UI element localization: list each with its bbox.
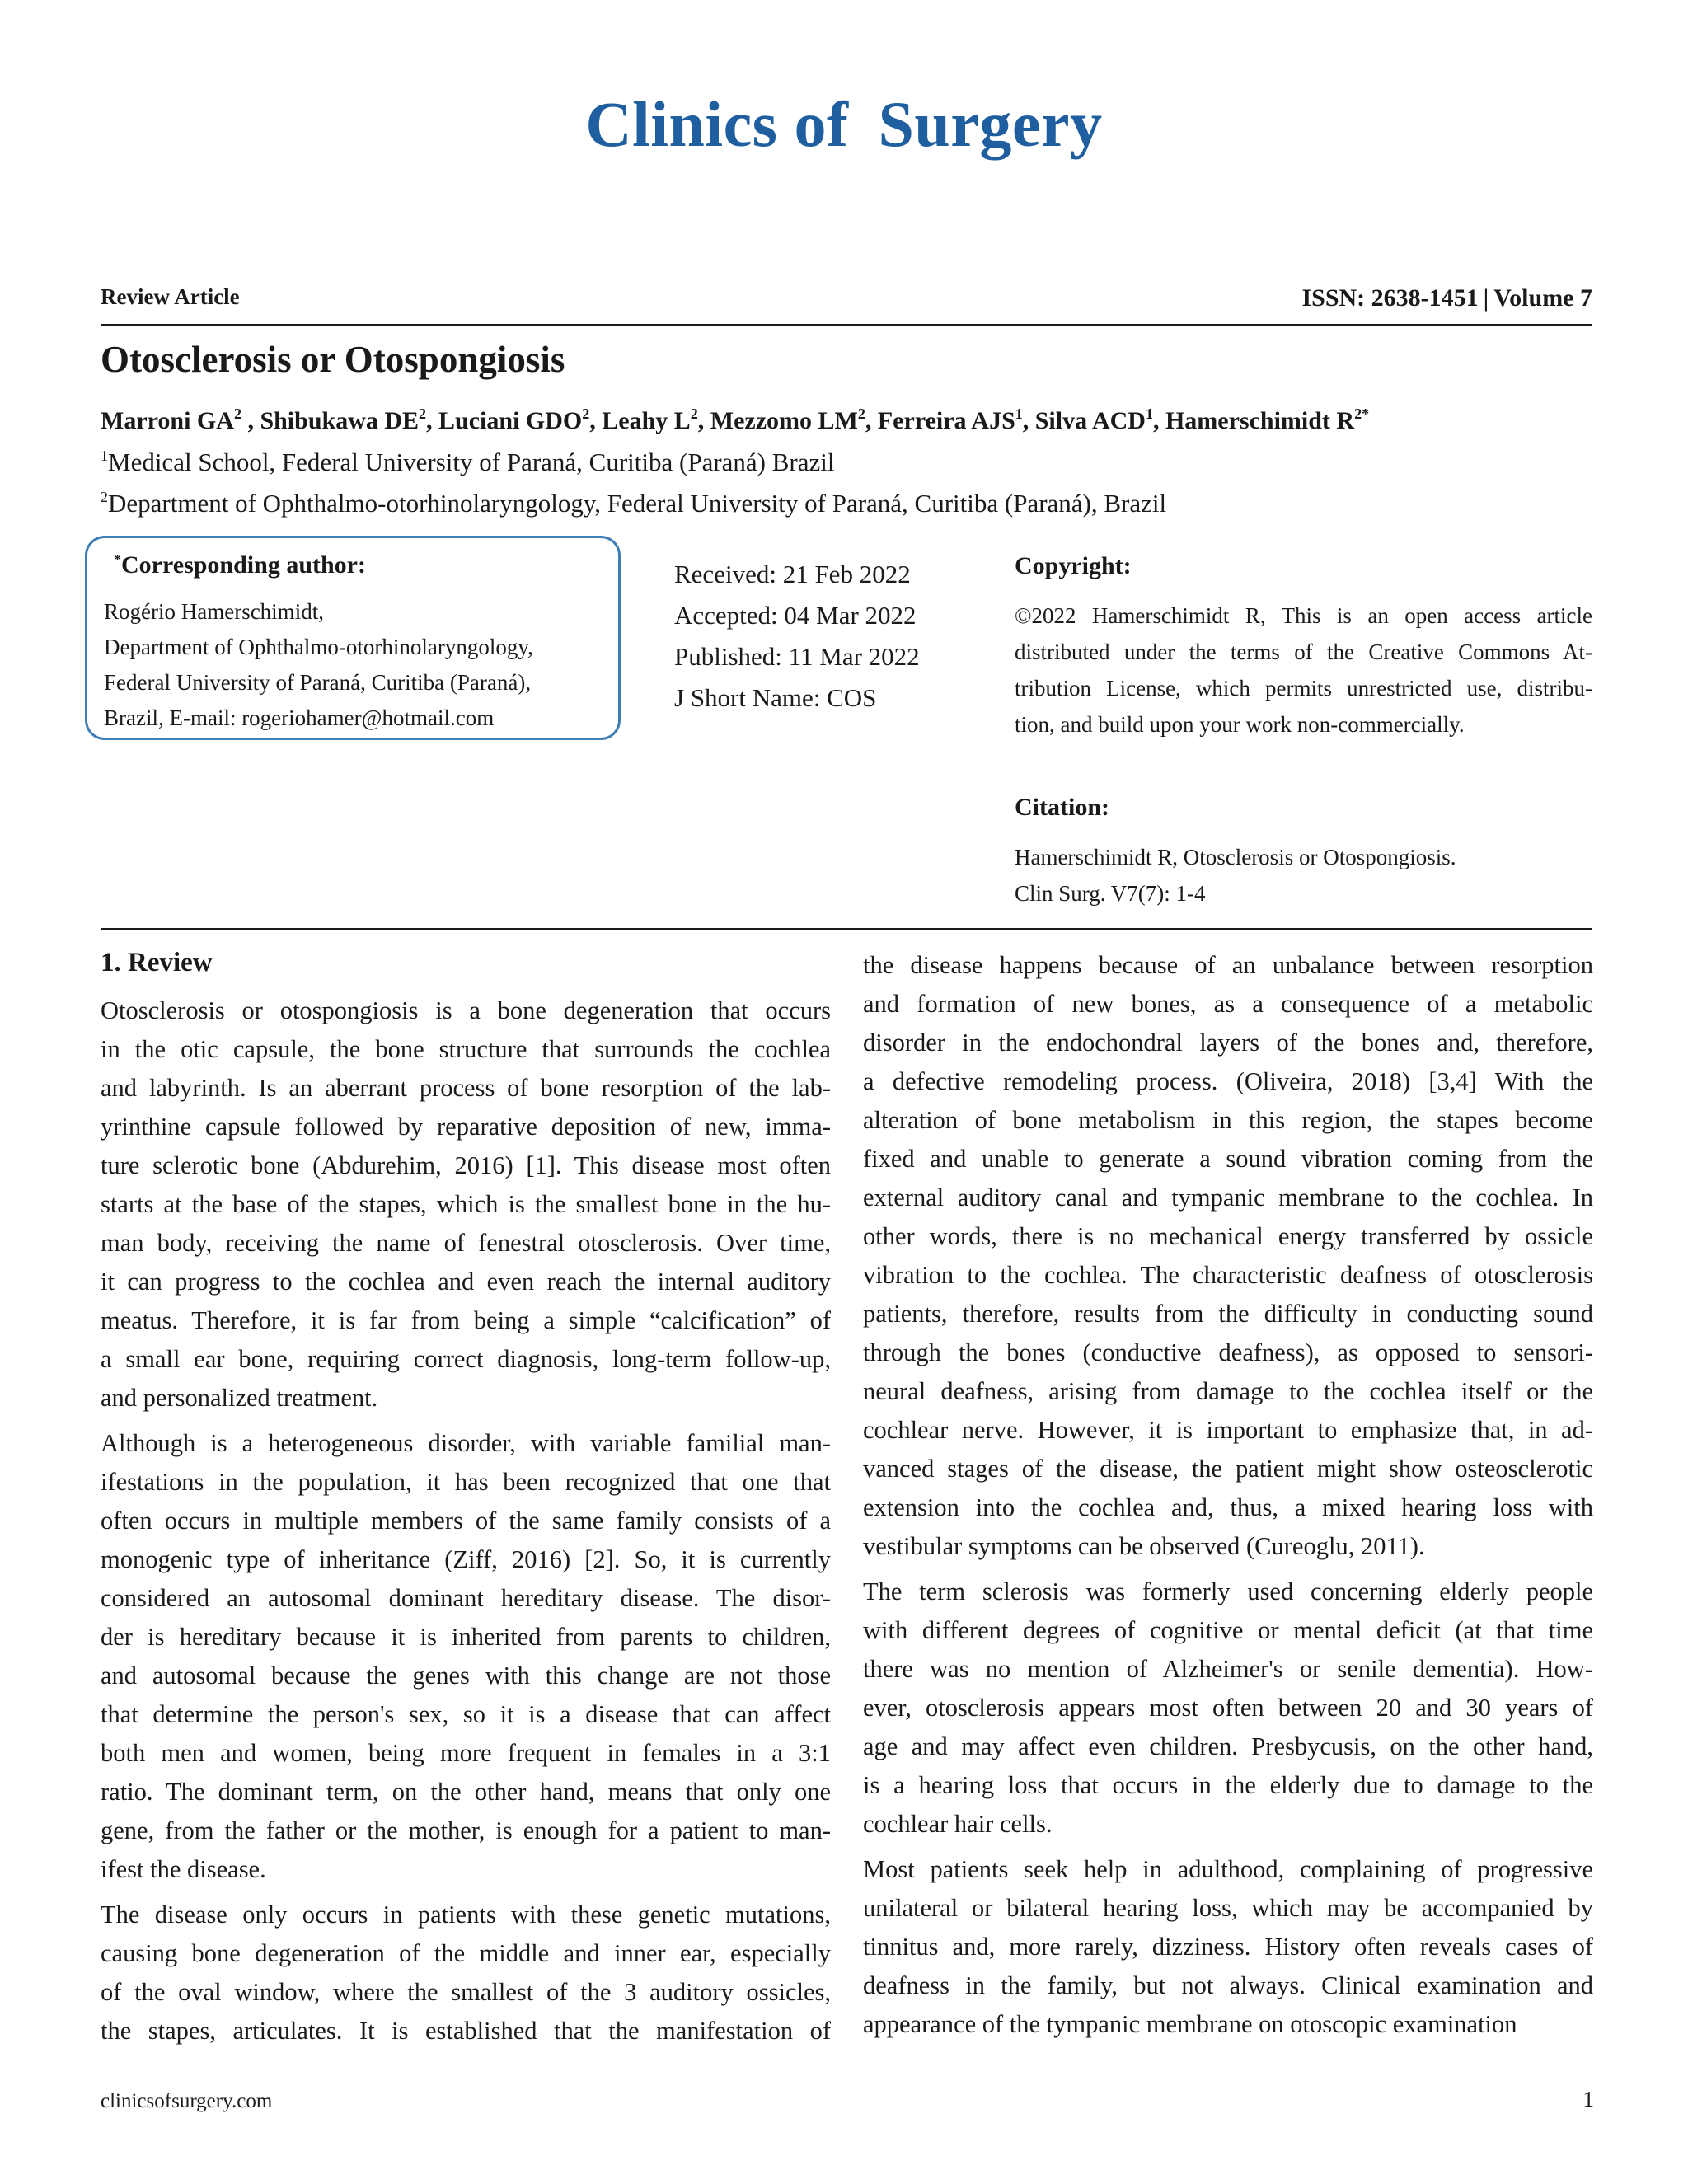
- body-text-line: a defective remodeling process. (Oliveira, 2018) [3,4] With the: [863, 1067, 1593, 1095]
- copyright-line: ©2022 Hamerschimidt R, This is an open access article: [1015, 603, 1592, 628]
- body-text-line: patients, therefore, results from the difficulty in conducting sound: [863, 1300, 1593, 1328]
- body-text-line: tinnitus and, more rarely, dizziness. History often reveals cases of: [863, 1933, 1593, 1961]
- body-text-line: through the bones (conductive deafness), as opposed to sensori-: [863, 1338, 1593, 1366]
- body-text-line: Most patients seek help in adulthood, complaining of progressive: [863, 1855, 1593, 1883]
- author-affiliation-mark: 2: [690, 405, 698, 422]
- copyright-text: [1015, 598, 1592, 743]
- author-affiliation-mark: 2*: [1354, 405, 1370, 422]
- body-text-line: vanced stages of the disease, the patient might show osteosclerotic: [863, 1455, 1593, 1483]
- author-name: Marroni GA: [101, 407, 234, 434]
- author-affiliation-mark: 2: [582, 405, 590, 422]
- article-meta-row: [101, 284, 1592, 317]
- author-list: [101, 407, 1369, 435]
- body-text-line: ifest the disease.: [101, 1855, 266, 1883]
- body-text-line: starts at the base of the stapes, which is the smallest bone in the hu-: [101, 1190, 831, 1218]
- copyright-line: tion, and build upon your work non-commercially.: [1015, 712, 1465, 737]
- author-affiliation-mark: 2: [233, 405, 241, 422]
- body-text-line: der is hereditary because it is inherited from parents to children,: [101, 1623, 831, 1651]
- body-text-line: is a hearing loss that occurs in the elderly due to damage to the: [863, 1771, 1593, 1799]
- body-text-line: meatus. Therefore, it is far from being a simple “calcification” of: [101, 1306, 831, 1334]
- affiliation-mark: 2: [101, 489, 108, 505]
- body-text-line: with different degrees of cognitive or mental deficit (at that time: [863, 1616, 1593, 1644]
- body-text-line: monogenic type of inheritance (Ziff, 2016) [2]. So, it is currently: [101, 1545, 831, 1573]
- corresponding-author-box: [85, 536, 621, 740]
- body-text-line: alteration of bone metabolism in this region, the stapes become: [863, 1106, 1593, 1134]
- body-column-left: [101, 991, 831, 2057]
- affiliation-1: [101, 448, 835, 477]
- body-text-line: cochlear nerve. However, it is important to emphasize that, in ad-: [863, 1416, 1593, 1444]
- author-affiliation-mark: 1: [1015, 405, 1023, 422]
- journal-short-name: J Short Name: COS: [674, 683, 877, 712]
- body-text-line: ratio. The dominant term, on the other hand, means that only one: [101, 1778, 831, 1806]
- copyright-line: distributed under the terms of the Creative Commons At-: [1015, 640, 1592, 664]
- body-divider: [101, 928, 1592, 930]
- journal-title: [0, 87, 1688, 162]
- author-affiliation-mark: 2: [857, 405, 865, 422]
- body-text-line: ever, otosclerosis appears most often between 20 and 30 years of: [863, 1694, 1593, 1722]
- body-text-line: extension into the cochlea and, thus, a mixed hearing loss with: [863, 1493, 1593, 1521]
- body-text-line: and autosomal because the genes with this change are not those: [101, 1661, 831, 1690]
- body-text-line: there was no mention of Alzheimer's or senile dementia). How-: [863, 1655, 1593, 1683]
- corresponding-email-line: Brazil, E-mail: rogeriohamer@hotmail.com: [104, 705, 495, 730]
- body-text-line: age and may affect even children. Presbycusis, on the other hand,: [863, 1732, 1593, 1760]
- body-text-line: that determine the person's sex, so it is a disease that can affect: [101, 1700, 831, 1728]
- body-text-line: and labyrinth. Is an aberrant process of bone resorption of the lab-: [101, 1074, 831, 1102]
- publication-dates: [674, 554, 920, 719]
- body-paragraph: [863, 1572, 1593, 1844]
- body-paragraph: [863, 1850, 1593, 2044]
- body-text-line: and formation of new bones, as a consequence of a metabolic: [863, 990, 1593, 1018]
- body-text-line: causing bone degeneration of the middle and inner ear, especially: [101, 1939, 831, 1967]
- published-date: Published: 11 Mar 2022: [674, 642, 920, 671]
- body-text-line: ture sclerotic bone (Abdurehim, 2016) [1]. This disease most often: [101, 1151, 831, 1179]
- body-text-line: gene, from the father or the mother, is enough for a patient to man-: [101, 1816, 831, 1844]
- citation-line: Clin Surg. V7(7): 1-4: [1015, 881, 1206, 906]
- copyright-line: tribution License, which permits unrestricted use, distribu-: [1015, 676, 1592, 701]
- body-text-line: the stapes, articulates. It is established that the manifestation of: [101, 2017, 831, 2045]
- received-date: Received: 21 Feb 2022: [674, 560, 911, 588]
- body-paragraph: [101, 1424, 831, 1889]
- body-text-line: vibration to the cochlea. The characteristic deafness of otosclerosis: [863, 1261, 1593, 1289]
- body-text-line: it can progress to the cochlea and even reach the internal auditory: [101, 1268, 831, 1296]
- body-paragraph: [101, 1896, 831, 2050]
- author-name: , Ferreira AJS: [865, 407, 1015, 434]
- author-name: , Silva ACD: [1022, 407, 1146, 434]
- body-text-line: disorder in the endochondral layers of the bones and, therefore,: [863, 1029, 1593, 1057]
- footer-website: clinicsofsurgery.com: [101, 2090, 273, 2112]
- journal-title-part1: Clinics of: [585, 88, 849, 160]
- citation-heading: Citation:: [1015, 794, 1109, 821]
- body-text-line: Although is a heterogeneous disorder, with variable familial man-: [101, 1429, 831, 1457]
- body-text-line: unilateral or bilateral hearing loss, which may be accompanied by: [863, 1894, 1593, 1922]
- body-text-line: vestibular symptoms can be observed (Cureoglu, 2011).: [863, 1532, 1425, 1560]
- section-heading-review: 1. Review: [101, 948, 213, 977]
- affiliation-mark: 1: [101, 448, 108, 464]
- corresponding-star: *: [114, 551, 121, 568]
- body-text-line: deafness in the family, but not always. Clinical examination and: [863, 1971, 1593, 1999]
- affiliation-2: [101, 489, 1166, 518]
- corresponding-heading-text: Corresponding author:: [121, 551, 366, 579]
- body-text-line: often occurs in multiple members of the same family consists of a: [101, 1507, 831, 1535]
- corresponding-author-heading: [114, 551, 366, 579]
- issn-volume: ISSN: 2638-1451 | Volume 7: [1301, 284, 1592, 312]
- author-name: , Shibukawa DE: [241, 407, 420, 434]
- corresponding-line: Department of Ophthalmo-otorhinolaryngology,: [104, 635, 533, 659]
- page-number: 1: [1582, 2087, 1594, 2111]
- corresponding-author-details: [104, 594, 533, 736]
- body-text-line: yrinthine capsule followed by reparative deposition of new, imma-: [101, 1113, 831, 1141]
- body-text-line: both men and women, being more frequent in females in a 3:1: [101, 1739, 831, 1767]
- citation-line: Hamerschimidt R, Otosclerosis or Otospongiosis.: [1015, 845, 1456, 869]
- body-paragraph: [863, 946, 1593, 1566]
- author-affiliation-mark: 1: [1145, 405, 1153, 422]
- body-text-line: of the oval window, where the smallest of the 3 auditory ossicles,: [101, 1978, 831, 2006]
- body-text-line: in the otic capsule, the bone structure that surrounds the cochlea: [101, 1035, 831, 1063]
- author-name: , Mezzomo LM: [697, 407, 858, 434]
- body-text-line: fixed and unable to generate a sound vibration coming from the: [863, 1145, 1593, 1173]
- body-text-line: cochlear hair cells.: [863, 1810, 1053, 1838]
- article-title: Otosclerosis or Otospongiosis: [101, 339, 565, 380]
- author-affiliation-mark: 2: [419, 405, 427, 422]
- citation-text: [1015, 839, 1456, 912]
- affiliation-text: Medical School, Federal University of Paraná, Curitiba (Paraná) Brazil: [108, 448, 835, 476]
- body-text-line: considered an autosomal dominant hereditary disease. The disor-: [101, 1584, 831, 1612]
- corresponding-line: Rogério Hamerschimidt,: [104, 599, 324, 624]
- body-text-line: Otosclerosis or otospongiosis is a bone degeneration that occurs: [101, 996, 831, 1024]
- body-text-line: other words, there is no mechanical energy transferred by ossicle: [863, 1222, 1593, 1250]
- body-column-right: [863, 946, 1593, 2050]
- author-name: , Luciani GDO: [426, 407, 583, 434]
- body-text-line: and personalized treatment.: [101, 1384, 378, 1412]
- header-divider: [101, 324, 1592, 326]
- body-text-line: neural deafness, arising from damage to the cochlea itself or the: [863, 1377, 1593, 1405]
- author-name: , Leahy L: [589, 407, 691, 434]
- journal-title-part2: Surgery: [878, 88, 1103, 160]
- affiliation-text: Department of Ophthalmo-otorhinolaryngology, Federal University of Paraná, Curitiba (Paraná), Brazil: [108, 489, 1167, 518]
- author-name: , Hamerschimidt R: [1152, 407, 1355, 434]
- accepted-date: Accepted: 04 Mar 2022: [674, 601, 917, 630]
- body-text-line: ifestations in the population, it has been recognized that one that: [101, 1468, 831, 1496]
- copyright-heading: Copyright:: [1015, 552, 1132, 579]
- body-text-line: The disease only occurs in patients with these genetic mutations,: [101, 1900, 831, 1929]
- article-type: Review Article: [101, 284, 240, 309]
- body-paragraph: [101, 991, 831, 1418]
- body-text-line: a small ear bone, requiring correct diagnosis, long-term follow-up,: [101, 1345, 831, 1373]
- corresponding-line: Federal University of Paraná, Curitiba (Paraná),: [104, 670, 532, 695]
- body-text-line: The term sclerosis was formerly used concerning elderly people: [863, 1577, 1593, 1605]
- body-text-line: appearance of the tympanic membrane on otoscopic examination: [863, 2010, 1517, 2038]
- body-text-line: the disease happens because of an unbalance between resorption: [863, 951, 1593, 979]
- body-text-line: man body, receiving the name of fenestral otosclerosis. Over time,: [101, 1229, 831, 1257]
- body-text-line: external auditory canal and tympanic membrane to the cochlea. In: [863, 1183, 1593, 1212]
